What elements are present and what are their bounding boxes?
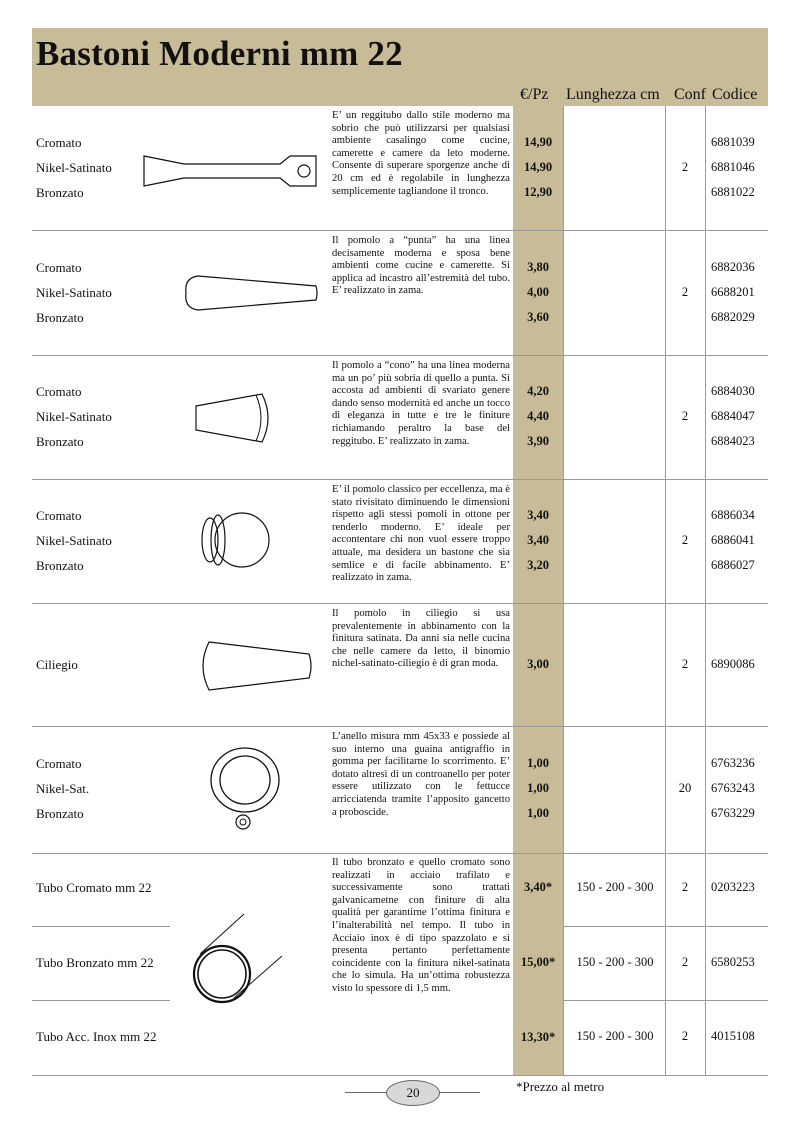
conf-value: 2 bbox=[681, 160, 689, 174]
finish-label: Nikel-Satinato bbox=[36, 285, 112, 300]
page-title: Bastoni Moderni mm 22 bbox=[36, 34, 403, 73]
finish-label: Bronzato bbox=[36, 434, 84, 449]
row-divider bbox=[32, 853, 768, 854]
product-description: E’ un reggitubo dallo stile moderno ma sobrio che può utilizzarsi per qualsiasi ambiente casalingo come cucine, camerette e camere da leto moderne. Consente di superare sporgenze anche di 20 cm ed è regolabile in lunghezza semplicemente tagliandone il tronco. bbox=[332, 110, 510, 197]
row-divider bbox=[32, 603, 768, 604]
row-divider bbox=[32, 230, 768, 231]
row-divider bbox=[32, 479, 768, 480]
price-column-band bbox=[513, 106, 563, 1076]
code-value: 6763229 bbox=[711, 806, 755, 820]
code-value: 6884047 bbox=[711, 409, 755, 423]
conf-value: 2 bbox=[681, 1029, 689, 1043]
price-value: 14,90 bbox=[523, 160, 553, 174]
row-divider bbox=[32, 1075, 768, 1076]
code-value: 6884023 bbox=[711, 434, 755, 448]
code-value: 6886041 bbox=[711, 533, 755, 547]
code-value: 6763243 bbox=[711, 781, 755, 795]
rod-bracket-drawing bbox=[140, 150, 320, 192]
curtain-ring-drawing bbox=[205, 742, 285, 837]
price-value: 1,00 bbox=[527, 756, 549, 770]
price-value: 1,00 bbox=[527, 781, 549, 795]
conf-value: 2 bbox=[681, 409, 689, 423]
price-value: 3,40 bbox=[527, 508, 549, 522]
finish-label: Cromato bbox=[36, 260, 82, 275]
product-description: L’anello misura mm 45x33 e possiede al suo interno una guaina antigraffio in gomma per facilitarne lo scorrimento. E’ dotato altresì di un controanello per poter essere utilizzato con le fettucce arricciatenda tramite l’apposito gancetto a proboscide. bbox=[332, 731, 510, 818]
conf-value: 2 bbox=[681, 880, 689, 894]
code-value: 6688201 bbox=[711, 285, 755, 299]
product-description: Il pomolo a “punta” ha una linea decisamente moderna e sposa bene ambienti come cucine e camerette. Si applica ad incastro all’estremità del tubo. E’ realizzato in zama. bbox=[332, 235, 510, 297]
code-value: 6881046 bbox=[711, 160, 755, 174]
finish-label: Cromato bbox=[36, 508, 82, 523]
row-divider bbox=[32, 1000, 170, 1001]
price-value: 3,40 bbox=[527, 533, 549, 547]
grid-line bbox=[665, 106, 666, 1076]
row-divider bbox=[32, 926, 170, 927]
product-description: Il pomolo a “cono” ha una linea moderna ma un po’ più sobria di quello a punta. Si accosta ad ambienti di svariato genere dando senso modernità ed anche un tocco di eleganza in tutte e tre le finiture richiamando peraltro la base del reggitubo. E’ realizzato in zama. bbox=[332, 360, 510, 447]
finish-label: Nikel-Satinato bbox=[36, 533, 112, 548]
row-divider bbox=[32, 726, 768, 727]
finish-label: Tubo Bronzato mm 22 bbox=[36, 955, 154, 970]
conf-value: 20 bbox=[678, 781, 692, 795]
price-value: 4,40 bbox=[527, 409, 549, 423]
col-header-length: Lunghezza cm bbox=[566, 86, 660, 103]
grid-line bbox=[563, 106, 564, 1076]
finish-label: Bronzato bbox=[36, 806, 84, 821]
finish-label: Nikel-Sat. bbox=[36, 781, 90, 796]
pointed-finial-drawing bbox=[180, 268, 320, 318]
code-value: 6580253 bbox=[711, 955, 755, 969]
code-value: 6882036 bbox=[711, 260, 755, 274]
code-value: 6890086 bbox=[711, 657, 755, 671]
length-value: 150 - 200 - 300 bbox=[576, 880, 654, 894]
code-value: 6886027 bbox=[711, 558, 755, 572]
price-value: 13,30* bbox=[520, 1030, 556, 1044]
price-value: 14,90 bbox=[523, 135, 553, 149]
ball-finial-drawing bbox=[198, 508, 274, 572]
price-value: 4,00 bbox=[527, 285, 549, 299]
grid-line bbox=[705, 106, 706, 1076]
finish-label: Bronzato bbox=[36, 185, 84, 200]
product-description: Il tubo bronzato e quello cromato sono realizzati in acciaio trafilato e successivamente sono trattati galvanicametne con finiture di alta qualità per garantirne l’ottima finitura e l’inalterabilità nel tempo. Il tubo in Acciaio inox è di tipo spazzolato e si presenta pertanto perfettamente coincidente con la finitura nikel-satinata che lo simula. Ha un’ottima robustezza visto lo spessore di 1,5 mm. bbox=[332, 857, 510, 994]
finish-label: Bronzato bbox=[36, 310, 84, 325]
conf-value: 2 bbox=[681, 533, 689, 547]
price-value: 3,20 bbox=[527, 558, 549, 572]
row-divider bbox=[563, 1000, 768, 1001]
finish-label: Cromato bbox=[36, 384, 82, 399]
code-value: 0203223 bbox=[711, 880, 755, 894]
page-number: 20 bbox=[386, 1080, 440, 1106]
price-value: 4,20 bbox=[527, 384, 549, 398]
price-value: 1,00 bbox=[527, 806, 549, 820]
footnote: *Prezzo al metro bbox=[516, 1079, 605, 1094]
finish-label: Cromato bbox=[36, 756, 82, 771]
code-value: 4015108 bbox=[711, 1029, 755, 1043]
price-value: 3,80 bbox=[527, 260, 549, 274]
code-value: 6881039 bbox=[711, 135, 755, 149]
finish-label: Nikel-Satinato bbox=[36, 409, 112, 424]
col-header-conf: Conf bbox=[674, 86, 706, 103]
code-value: 6886034 bbox=[711, 508, 755, 522]
length-value: 150 - 200 - 300 bbox=[576, 955, 654, 969]
tube-drawing bbox=[188, 912, 288, 1004]
code-value: 6763236 bbox=[711, 756, 755, 770]
price-value: 15,00* bbox=[520, 955, 556, 969]
finish-label: Tubo Acc. Inox mm 22 bbox=[36, 1029, 157, 1044]
conf-value: 2 bbox=[681, 285, 689, 299]
cherry-finial-drawing bbox=[195, 636, 315, 696]
price-value: 3,40* bbox=[523, 880, 553, 894]
code-value: 6884030 bbox=[711, 384, 755, 398]
product-description: E’ il pomolo classico per eccellenza, ma è stato rivisitato diminuendo le dimensioni rispetto agli stessi pomoli in ottone per renderlo moderno. E’ ideale per accontentare chi non vuol essere troppo attuale, ma desidera un bastone che sia semlice e di facile abbinamento. E’ realizzato in zama. bbox=[332, 484, 510, 584]
price-value: 12,90 bbox=[523, 185, 553, 199]
footer-rule bbox=[345, 1092, 387, 1093]
code-value: 6881022 bbox=[711, 185, 755, 199]
row-divider bbox=[563, 926, 768, 927]
conf-value: 2 bbox=[681, 955, 689, 969]
conf-value: 2 bbox=[681, 657, 689, 671]
finish-label: Cromato bbox=[36, 135, 82, 150]
finish-label: Nikel-Satinato bbox=[36, 160, 112, 175]
price-value: 3,00 bbox=[527, 657, 549, 671]
row-divider bbox=[32, 355, 768, 356]
cone-finial-drawing bbox=[190, 388, 280, 448]
code-value: 6882029 bbox=[711, 310, 755, 324]
col-header-code: Codice bbox=[712, 86, 758, 103]
footer-rule bbox=[438, 1092, 480, 1093]
product-description: Il pomolo in ciliegio si usa prevalentemente in abbinamento con la finitura satinata. Da anni sia nelle cucina che nelle camere da letto, il binomio nichel-satinato-ciliegio è di gran moda. bbox=[332, 608, 510, 670]
price-value: 3,90 bbox=[527, 434, 549, 448]
price-value: 3,60 bbox=[527, 310, 549, 324]
col-header-price: €/Pz bbox=[520, 86, 549, 103]
finish-label: Bronzato bbox=[36, 558, 84, 573]
length-value: 150 - 200 - 300 bbox=[576, 1029, 654, 1043]
finish-label: Tubo Cromato mm 22 bbox=[36, 880, 152, 895]
finish-label: Ciliegio bbox=[36, 657, 78, 672]
